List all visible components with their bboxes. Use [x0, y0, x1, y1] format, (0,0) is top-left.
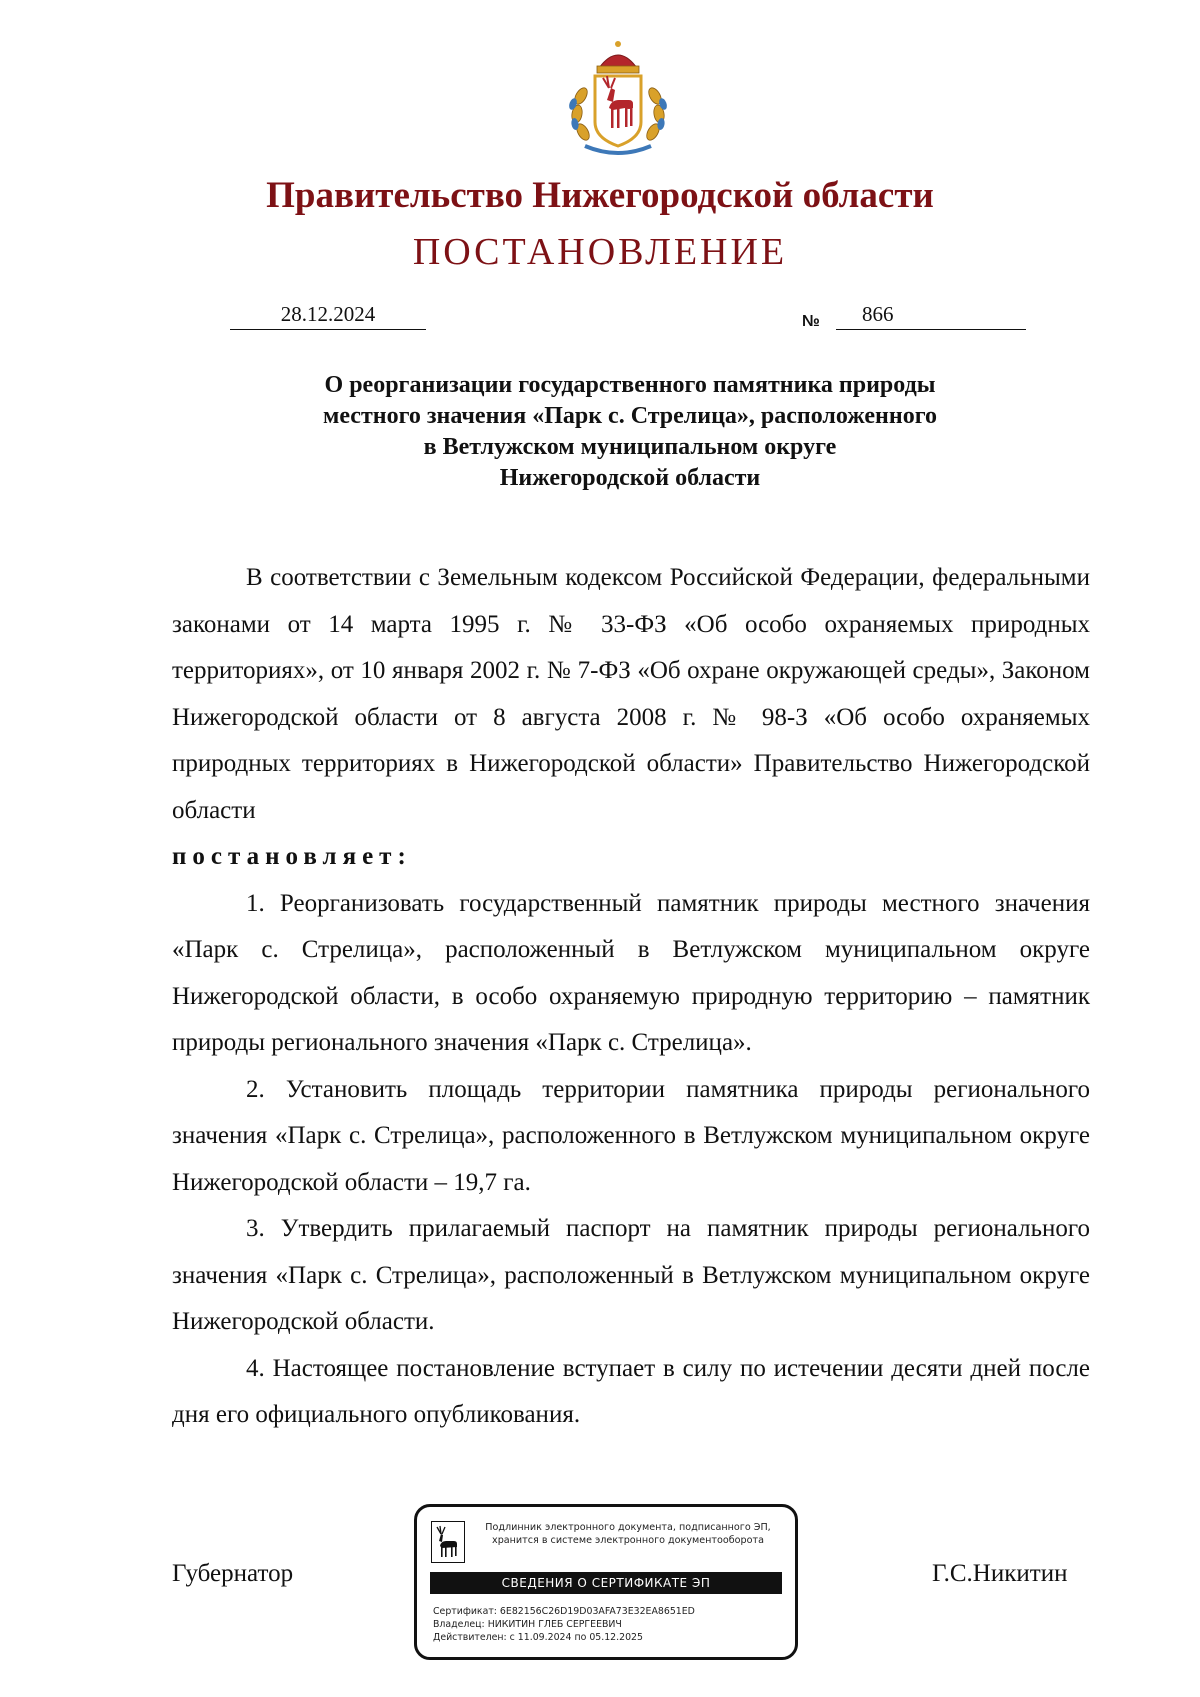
clause-3: 3. Утвердить прилагаемый паспорт на памятник природы регионального значения «Парк с. Стрелица», расположенный в Ветлужском муниципальном округе Нижегородской области. [172, 1215, 1090, 1335]
document-body [172, 555, 1090, 1439]
electronic-signature-stamp [414, 1504, 798, 1660]
resolves-paragraph [172, 834, 1090, 881]
subject-line: О реорганизации государственного памятника природы [324, 372, 936, 398]
signatory-role: Губернатор [172, 1560, 294, 1587]
subject-line: местного значения «Парк с. Стрелица», расположенного [323, 403, 937, 429]
subject-line: Нижегородской области [499, 465, 761, 491]
clause-4: 4. Настоящее постановление вступает в силу по истечении десяти дней после дня его официального опубликования. [172, 1354, 1090, 1428]
document-date: 28.12.2024 [230, 302, 426, 330]
subject-line: в Ветлужском муниципальном округе [423, 434, 837, 460]
document-subject [200, 370, 1060, 494]
preamble-paragraph [172, 555, 1090, 834]
stamp-notice-line: Подлинник электронного документа, подписанного ЭП, [485, 1522, 771, 1533]
clause-2: 2. Установить площадь территории памятника природы регионального значения «Парк с. Стрелица», расположенного в Ветлужском муниципальном округе Нижегородской области – 19,7 га. [172, 1075, 1090, 1196]
deer-icon [431, 1521, 465, 1563]
stamp-certificate-details [433, 1605, 695, 1644]
certificate-owner: Владелец: НИКИТИН ГЛЕБ СЕРГЕЕВИЧ [433, 1619, 622, 1630]
certificate-id: Сертификат: 6E82156C26D19D03AFA73E32EA8651ED [433, 1606, 695, 1617]
number-sign: № [802, 313, 820, 330]
preamble-text: В соответствии с Земельным кодексом Российской Федерации, федеральными законами от 14 марта 1995 г. № 33-ФЗ «Об особо охраняемых природных территориях», от 10 января 2002 г. № 7-ФЗ «Об охране окружающей среды», Законом Нижегородской области от 8 августа 2008 г. № 98-З «Об особо охраняемых природных территориях в Нижегородской области» Правительство Нижегородской области [172, 564, 1090, 824]
certificate-validity: Действителен: с 11.09.2024 по 05.12.2025 [433, 1632, 643, 1643]
document-number: 866 [836, 302, 1026, 330]
coat-of-arms-icon [563, 38, 673, 158]
stamp-certificate-heading: СВЕДЕНИЯ О СЕРТИФИКАТЕ ЭП [430, 1572, 782, 1594]
stamp-notice [467, 1521, 789, 1547]
resolves-word: постановляет: [172, 843, 412, 870]
government-title: Правительство Нижегородской области [266, 175, 934, 216]
signatory-name: Г.С.Никитин [932, 1560, 1068, 1587]
stamp-notice-line: хранится в системе электронного документооборота [492, 1535, 764, 1546]
document-type: ПОСТАНОВЛЕНИЕ [412, 231, 788, 273]
clause-1: 1. Реорганизовать государственный памятник природы местного значения «Парк с. Стрелица», расположенный в Ветлужском муниципальном округе Нижегородской области, в особо охраняемую природную территорию – памятник природы регионального значения «Парк с. Стрелица». [172, 889, 1090, 1056]
